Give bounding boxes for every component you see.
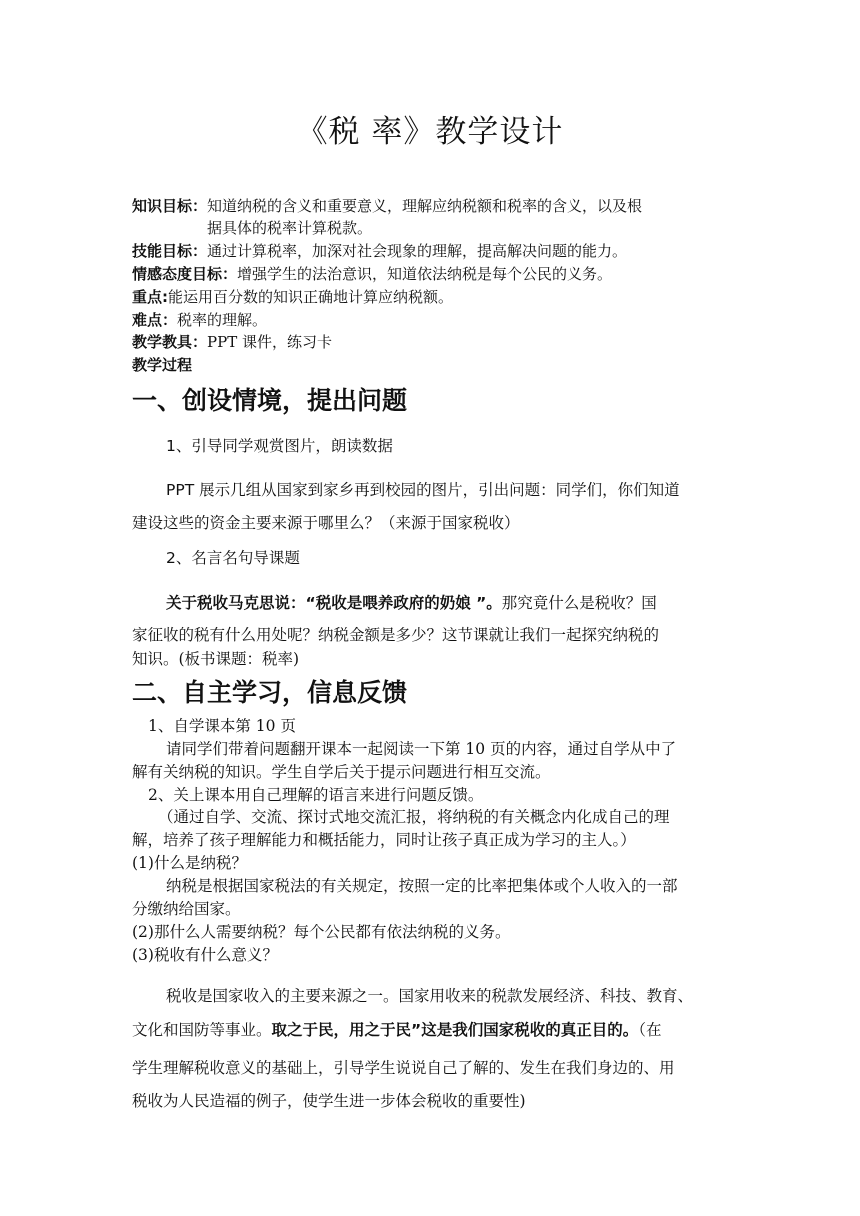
- section2-step1-text: 请同学们带着问题翻开课本一起阅读一下第 10 页的内容，通过自学从中了: [166, 740, 677, 758]
- emotion-objective: [132, 264, 612, 284]
- answer-3-line2-emphasis: 取之于民，用之于民”这是我们国家税收的真正目的。: [271, 1021, 639, 1039]
- answer-3-line2: [132, 1018, 661, 1040]
- skill-label: 技能目标：: [132, 242, 208, 260]
- question-2: (2)那什么人需要纳税？每个公民都有依法纳税的义务。: [132, 923, 511, 941]
- section1-paragraph2: [166, 591, 657, 613]
- section1-paragraph1-line2: 建设这些的资金主要来源于哪里么？（来源于国家税收）: [132, 514, 520, 532]
- answer-1: 纳税是根据国家税法的有关规定，按照一定的比率把集体或个人收入的一部: [166, 877, 678, 895]
- emotion-label: 情感态度目标：: [132, 265, 238, 283]
- skill-text: 通过计算税率，加深对社会现象的理解，提高解决问题的能力。: [207, 242, 628, 260]
- section2-step2-text-line2: 解，培养了孩子理解能力和概括能力，同时让孩子真正成为学习的主人。）: [132, 831, 636, 849]
- question-3: (3)税收有什么意义？: [132, 946, 278, 964]
- section1-paragraph2-line2: 家征收的税有什么用处呢？纳税金额是多少？这节课就让我们一起探究纳税的: [132, 626, 660, 644]
- answer-3-line3: 学生理解税收意义的基础上，引导学生说说自己了解的、发生在我们身边的、用: [132, 1059, 675, 1077]
- skill-objective: [132, 241, 627, 261]
- knowledge-text: 知道纳税的含义和重要意义，理解应纳税额和税率的含义，以及根: [207, 197, 643, 215]
- process-label: 教学过程: [132, 356, 193, 374]
- section2-step1-text-line2: 解有关纳税的知识。学生自学后关于提示问题进行相互交流。: [132, 763, 551, 781]
- section2-step2-text: （通过自学、交流、探讨式地交流汇报，将纳税的有关概念内化成自己的理: [158, 808, 670, 826]
- knowledge-text-continued: 据具体的税率计算税款。: [207, 219, 373, 237]
- section1-sub1: 1、引导同学观赏图片，朗读数据: [166, 437, 393, 455]
- difficulty-text: 税率的理解。: [177, 311, 268, 329]
- tools-label: 教学教具：: [132, 333, 208, 351]
- knowledge-label: 知识目标：: [132, 197, 208, 215]
- page-title: 《税 率》教学设计: [296, 114, 564, 150]
- section1-sub2: 2、名言名句导课题: [166, 549, 300, 567]
- paragraph1-rest: 同学们，你们知道: [555, 481, 680, 499]
- difficulty-point: [132, 310, 267, 330]
- emotion-text: 增强学生的法治意识，知道依法纳税是每个公民的义务。: [237, 265, 613, 283]
- section2-step1: 1、自学课本第 10 页: [148, 717, 296, 735]
- teaching-tools: [132, 332, 332, 352]
- section1-heading: 一、创设情境，提出问题: [132, 386, 408, 415]
- tools-text: PPT 课件，练习卡: [207, 333, 332, 351]
- answer-3-line2-start: 文化和国防等事业。: [132, 1021, 272, 1039]
- paragraph2-quote: 关于税收马克思说：“税收是喂养政府的奶娘 ”。: [166, 594, 502, 612]
- difficulty-label: 难点：: [132, 311, 178, 329]
- answer-3: 税收是国家收入的主要来源之一。国家用收来的税款发展经济、科技、教育、: [166, 987, 694, 1005]
- paragraph1-lead: PPT 展示几组从国家到家乡再到校园的图片，引出问题：: [166, 481, 556, 499]
- knowledge-objective: [132, 196, 642, 216]
- section1-paragraph1: [166, 478, 680, 500]
- answer-1-line2: 分缴纳给国家。: [132, 900, 241, 918]
- key-text: 能运用百分数的知识正确地计算应纳税额。: [168, 288, 454, 306]
- paragraph2-rest: 那究竟什么是税收？国: [501, 594, 657, 612]
- section2-heading: 二、自主学习，信息反馈: [132, 678, 408, 707]
- section2-step2: 2、关上课本用自己理解的语言来进行问题反馈。: [148, 786, 484, 804]
- question-1: (1)什么是纳税？: [132, 854, 247, 872]
- key-label: 重点:: [132, 288, 168, 306]
- answer-3-line2-end: （在: [638, 1021, 662, 1039]
- answer-3-line4: 税收为人民造福的例子，使学生进一步体会税收的重要性): [132, 1092, 526, 1110]
- key-point: [132, 287, 453, 307]
- section1-paragraph2-line3: 知识。(板书课题：税率): [132, 650, 300, 668]
